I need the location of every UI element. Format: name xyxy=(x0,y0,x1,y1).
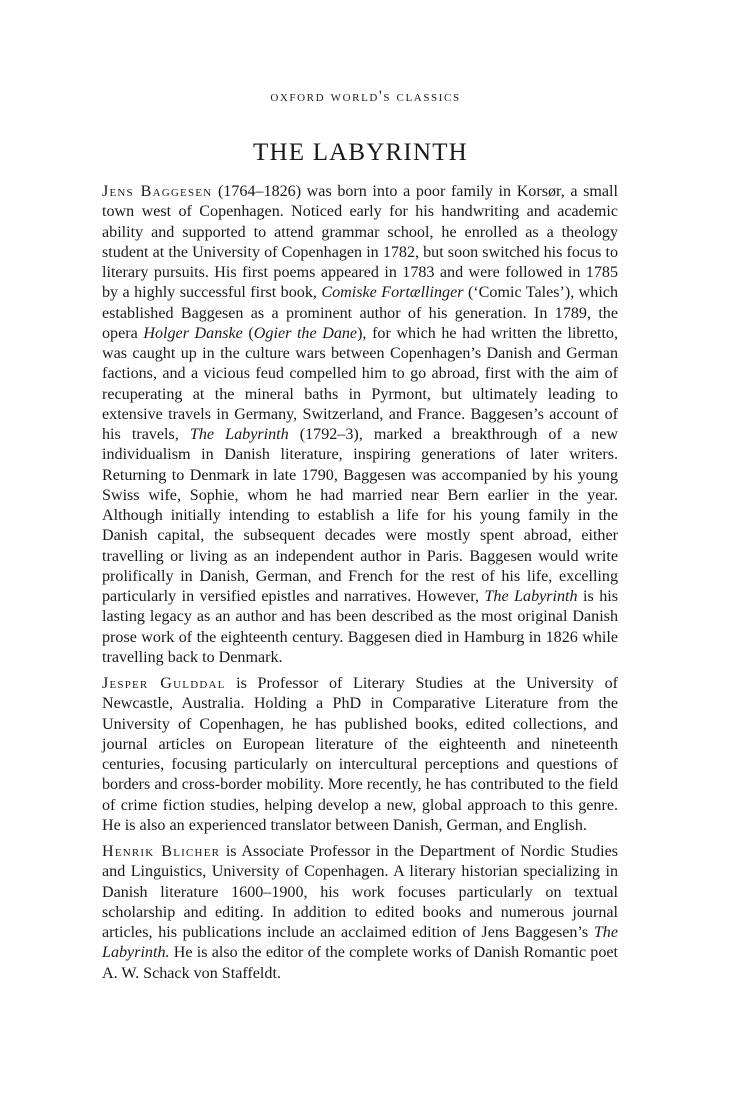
italic-title: Holger Danske xyxy=(143,324,243,342)
series-name: oxford world's classics xyxy=(270,88,461,105)
bio-text: (1764–1826) was born into a poor family in Korsør, a small town west of Copenhagen. Noticed early for his handwriting and academic ability and supported to attend grammar school, he enrolled as a theology student at the University of Copenhagen in 1782, but soon switched his focus to literary pursuits. His first poems appeared in 1783 and were followed in 1785 by a highly successful first book, xyxy=(102,183,618,302)
italic-title: Comiske Fortællinger xyxy=(321,284,464,302)
italic-title: The Labyrinth xyxy=(484,588,578,605)
bio-blicher xyxy=(102,842,618,984)
bio-text: ( xyxy=(242,324,254,342)
author-name: Jens Baggesen xyxy=(102,183,213,200)
bio-text: ), for which he had written the libretto, was caught up in the culture wars between Copenhagen’s Danish and German factions, and a vicious feud compelled him to go abroad, first with the aim of recuperating at the mineral baths in Pyrmont, but ultimately leading to extensive travels in Germany, Switzerland, and France. Baggesen’s account of his travels, xyxy=(102,324,618,443)
bio-text: is his lasting legacy as an author and has been described as the most original Danish prose work of the eighteenth century. Baggesen died in Hamburg in 1826 while travelling back to Denmark. xyxy=(102,588,618,666)
bio-text: (1792–3), marked a breakthrough of a new individualism in Danish literature, inspiring generations of later writers. Returning to Denmark in late 1790, Baggesen was accompanied by his young Swiss wife, Sophie, whom he had married near Bern earlier in the year. Although initially intending to establish a life for his young family in the Danish capital, the subsequent decades were mostly spent abroad, either travelling or living as an independent author in Paris. Baggesen would write prolifically in Danish, German, and French for the rest of his life, excelling particularly in versified epistles and narratives. However, xyxy=(102,426,618,605)
bio-baggesen xyxy=(102,182,618,668)
book-title: THE LABYRINTH xyxy=(253,138,468,166)
bio-text: (‘Comic Tales’), which established Baggesen as a prominent author of his generation. In 1789, the opera xyxy=(102,284,618,342)
italic-title: The Labyrinth. xyxy=(102,924,618,962)
bio-text: He is also the editor of the complete works of Danish Romantic poet A. W. Schack von Staffeldt. xyxy=(102,944,618,982)
bio-gulddal xyxy=(102,674,618,836)
italic-title: Ogier the Dane xyxy=(253,324,358,342)
bio-text: is Professor of Literary Studies at the University of Newcastle, Australia. Holding a PhD in Comparative Literature from the University of Copenhagen, he has published books, edited collections, and journal articles on European literature of the eighteenth and nineteenth centuries, focusing particularly on intercultural perceptions and questions of borders and cross-border mobility. More recently, he has contributed to the field of crime fiction studies, helping develop a new, global approach to this genre. He is also an experienced translator between Danish, German, and English. xyxy=(102,675,618,834)
editor-name: Henrik Blicher xyxy=(102,843,221,860)
translator-name: Jesper Gulddal xyxy=(102,675,226,692)
bio-text: is Associate Professor in the Department of Nordic Studies and Linguistics, University of Copenhagen. A literary historian specializing in Danish literature 1600–1900, his work focuses particularly on textual scholarship and editing. In addition to edited books and numerous journal articles, his publications include an acclaimed edition of Jens Baggesen’s xyxy=(102,843,618,941)
bio-section xyxy=(102,182,618,990)
italic-title: The Labyrinth xyxy=(189,426,289,443)
